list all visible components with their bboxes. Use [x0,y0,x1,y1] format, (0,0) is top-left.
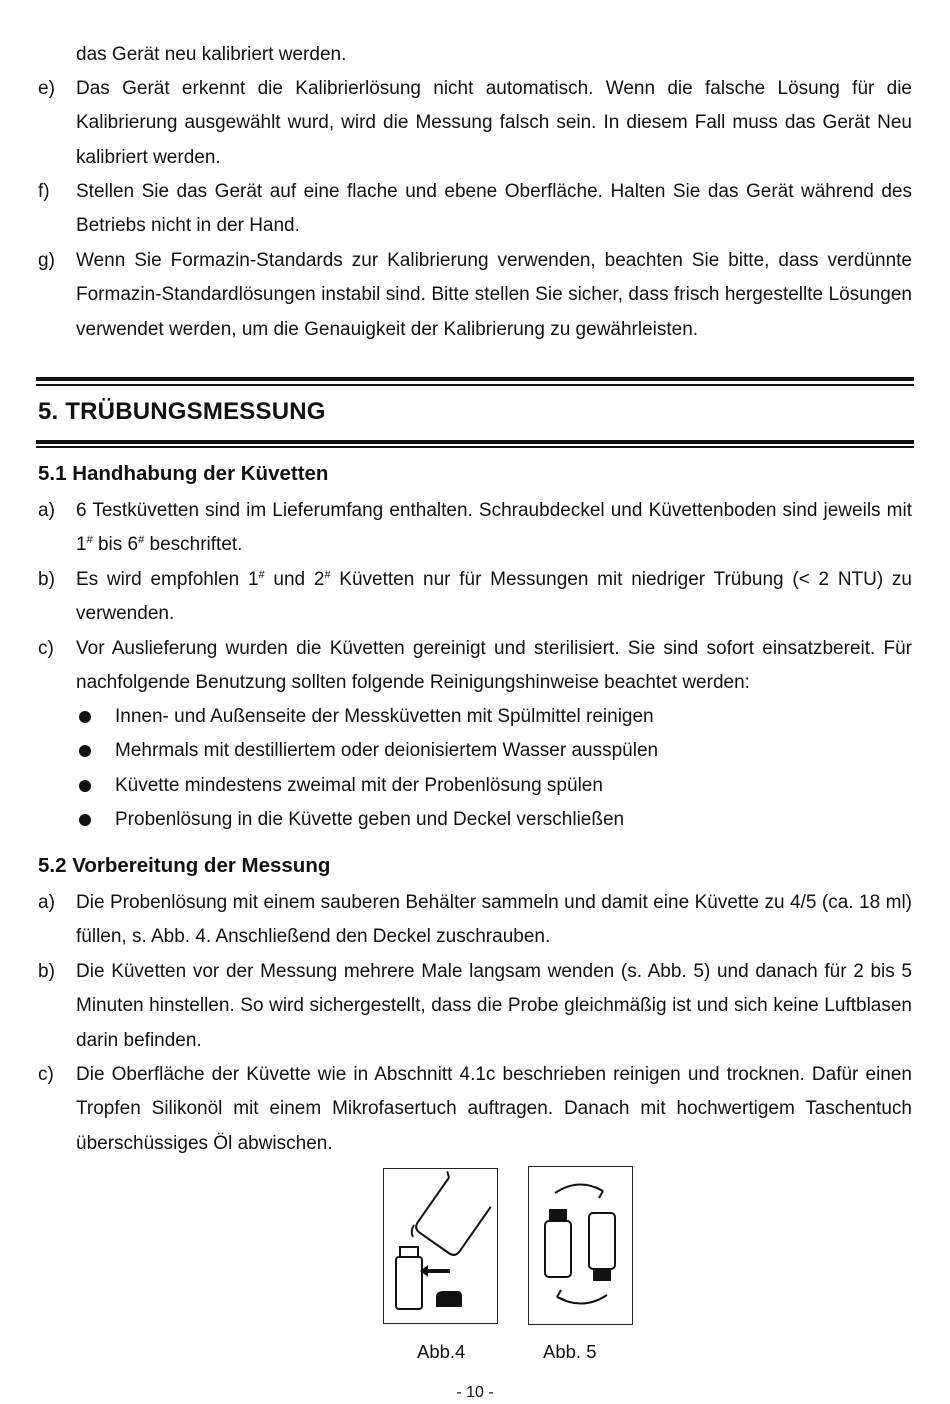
list-item-f: Stellen Sie das Gerät auf eine flache und ebene Oberfläche. Halten Sie das Gerät während des Betriebs nicht in der Hand. [76,181,912,237]
list-marker-5-1-b: b) [38,569,55,590]
list-marker-5-2-a: a) [38,892,55,913]
bullet-item-1: Innen- und Außenseite der Messküvetten mit Spülmittel reinigen [115,706,654,727]
list-item-5-2-a: Die Probenlösung mit einem sauberen Behälter sammeln und damit eine Küvette zu 4/5 (ca. 18 ml) füllen, s. Abb. 4. Anschließend den Deckel zuschrauben. [76,892,912,948]
list-item-g: Wenn Sie Formazin-Standards zur Kalibrierung verwenden, beachten Sie bitte, dass verdünnte Formazin-Standardlösungen instabil sind. Bitte stellen Sie sicher, dass frisch hergestellte Lösungen verwendet werden, um die Genauigkeit der Kalibrierung zu gewährleisten. [76,250,912,340]
pouring-illustration [384,1169,497,1323]
figure-5-inverting-cuvette [528,1166,633,1325]
bullet-dot [79,745,91,757]
bullet-item-2: Mehrmals mit destilliertem oder deionisiertem Wasser ausspülen [115,740,659,761]
section-rule-bottom-thin [36,446,914,448]
list-marker-5-2-c: c) [38,1064,54,1085]
continuation-text: das Gerät neu kalibriert werden. [76,44,347,65]
subsection-5-1-heading: 5.1 Handhabung der Küvetten [38,462,329,485]
inverting-illustration [529,1167,632,1324]
list-marker-e: e) [38,78,55,99]
list-item-5-1-b: Es wird empfohlen 1# und 2# Küvetten nur für Messungen mit niedriger Trübung (< 2 NTU) zu verwenden. [76,569,913,625]
list-item-5-2-b: Die Küvetten vor der Messung mehrere Male langsam wenden (s. Abb. 5) und danach für 2 bis 5 Minuten hinstellen. So wird sichergestellt, dass die Probe gleichmäßig ist und sich keine Luftblasen darin befinden. [76,961,912,1051]
list-marker-5-1-a: a) [38,500,55,521]
figure-4-caption: Abb.4 [417,1341,466,1362]
figure-4-pouring-sample [383,1168,498,1324]
page-number: - 10 - [456,1384,494,1401]
bullet-dot [79,711,91,723]
figure-5-caption: Abb. 5 [543,1341,597,1362]
list-marker-g: g) [38,250,55,271]
subsection-5-2-heading: 5.2 Vorbereitung der Messung [38,854,331,877]
list-item-5-1-a: 6 Testküvetten sind im Lieferumfang enthalten. Schraubdeckel und Küvettenboden sind jeweils mit 1# bis 6# beschriftet. [76,500,912,556]
list-marker-f: f) [38,181,50,202]
section-rule-bottom-thick [36,440,914,444]
bullet-dot [79,814,91,826]
bullet-item-3: Küvette mindestens zweimal mit der Probenlösung spülen [115,775,603,796]
bullet-item-4: Probenlösung in die Küvette geben und Deckel verschließen [115,809,625,830]
section-rule-top-thin [36,384,914,386]
section-5-heading: 5. TRÜBUNGSMESSUNG [38,398,326,425]
list-item-e: Das Gerät erkennt die Kalibrierlösung nicht automatisch. Wenn die falsche Lösung für die Kalibrierung ausgewählt wurd, wird die Messung falsch sein. In diesem Fall muss das Gerät Neu kalibriert werden. [76,78,912,168]
section-rule-top-thick [36,377,914,381]
list-marker-5-1-c: c) [38,638,54,659]
list-marker-5-2-b: b) [38,961,55,982]
list-item-5-2-c: Die Oberfläche der Küvette wie in Abschnitt 4.1c beschrieben reinigen und trocknen. Dafür einen Tropfen Silikonöl mit einem Mikrofasertuch auftragen. Danach mit hochwertigem Taschentuch überschüssiges Öl abwischen. [76,1064,912,1154]
list-item-5-1-c: Vor Auslieferung wurden die Küvetten gereinigt und sterilisiert. Sie sind sofort einsatzbereit. Für nachfolgende Benutzung sollten folgende Reinigungshinweise beachtet werden: [76,638,912,694]
bullet-dot [79,780,91,792]
